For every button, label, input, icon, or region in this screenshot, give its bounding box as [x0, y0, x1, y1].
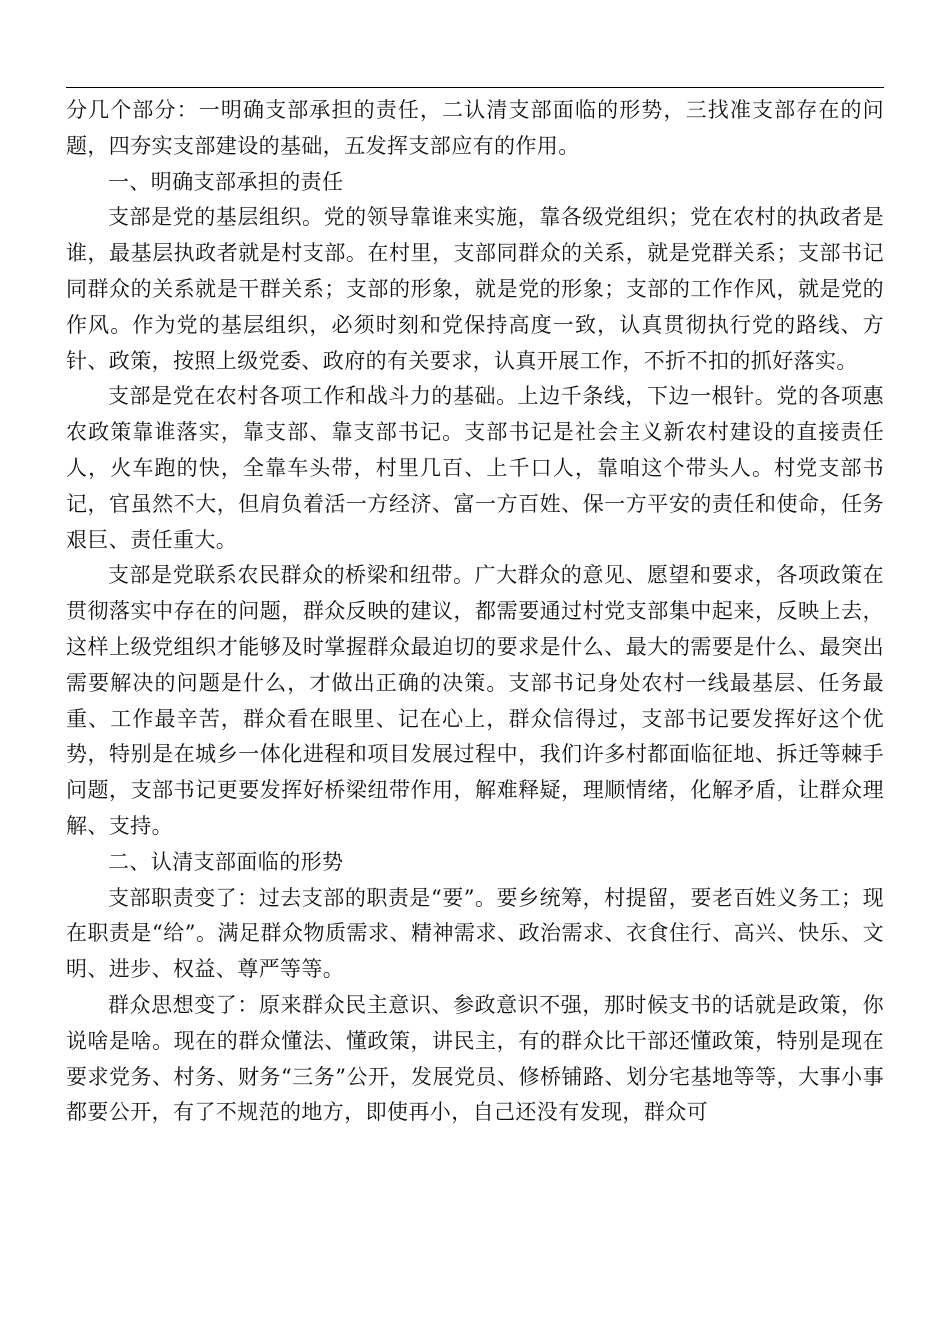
paragraph: 支部是党在农村各项工作和战斗力的基础。上边千条线，下边一根针。党的各项惠农政策靠谁落实，靠支部、靠支部书记。支部书记是社会主义新农村建设的直接责任人，火车跑的快，全靠车头带，村里几百、上千口人，靠咱这个带头人。村党支部书记，官虽然不大，但肩负着活一方经济、富一方百姓、保一方平安的责任和使命，任务艰巨、责任重大。 [66, 384, 884, 552]
paragraph-intro-continued: 分几个部分：一明确支部承担的责任，二认清支部面临的形势，三找准支部存在的问题，四夯实支部建设的基础，五发挥支部应有的作用。 [66, 98, 884, 158]
document-body [66, 93, 884, 1131]
paragraph: 群众思想变了：原来群众民主意识、参政意识不强，那时候支书的话就是政策，你说啥是啥。现在的群众懂法、懂政策，讲民主，有的群众比干部还懂政策，特别是现在要求党务、村务、财务“三务”公开，发展党员、修桥铺路、划分宅基地等等，大事小事都要公开，有了不规范的地方，即使再小，自己还没有发现，群众可 [66, 992, 884, 1125]
header-rule [66, 87, 884, 88]
paragraph: 支部是党联系农民群众的桥梁和纽带。广大群众的意见、愿望和要求，各项政策在贯彻落实中存在的问题，群众反映的建议，都需要通过村党支部集中起来，反映上去，这样上级党组织才能够及时掌握群众最迫切的要求是什么、最大的需要是什么、最突出需要解决的问题是什么，才做出正确的决策。支部书记身处农村一线最基层、任务最重、工作最辛苦，群众看在眼里、记在心上，群众信得过，支部书记要发挥好这个优势，特别是在城乡一体化进程和项目发展过程中，我们许多村都面临征地、拆迁等棘手问题，支部书记更要发挥好桥梁纽带作用，解难释疑，理顺情绪，化解矛盾，让群众理解、支持。 [66, 563, 884, 838]
section-heading-2: 二、认清支部面临的形势 [108, 849, 344, 874]
section-heading-1: 一、明确支部承担的责任 [108, 169, 344, 194]
paragraph: 支部职责变了：过去支部的职责是“要”。要乡统筹，村提留，要老百姓义务工；现在职责是“给”。满足群众物质需求、精神需求、政治需求、衣食住行、高兴、快乐、文明、进步、权益、尊严等等。 [66, 885, 884, 982]
paragraph: 支部是党的基层组织。党的领导靠谁来实施，靠各级党组织；党在农村的执政者是谁，最基层执政者就是村支部。在村里，支部同群众的关系，就是党群关系；支部书记同群众的关系就是干群关系；支部的形象，就是党的形象；支部的工作作风，就是党的作风。作为党的基层组织，必须时刻和党保持高度一致，认真贯彻执行党的路线、方针、政策，按照上级党委、政府的有关要求，认真开展工作，不折不扣的抓好落实。 [66, 205, 884, 373]
